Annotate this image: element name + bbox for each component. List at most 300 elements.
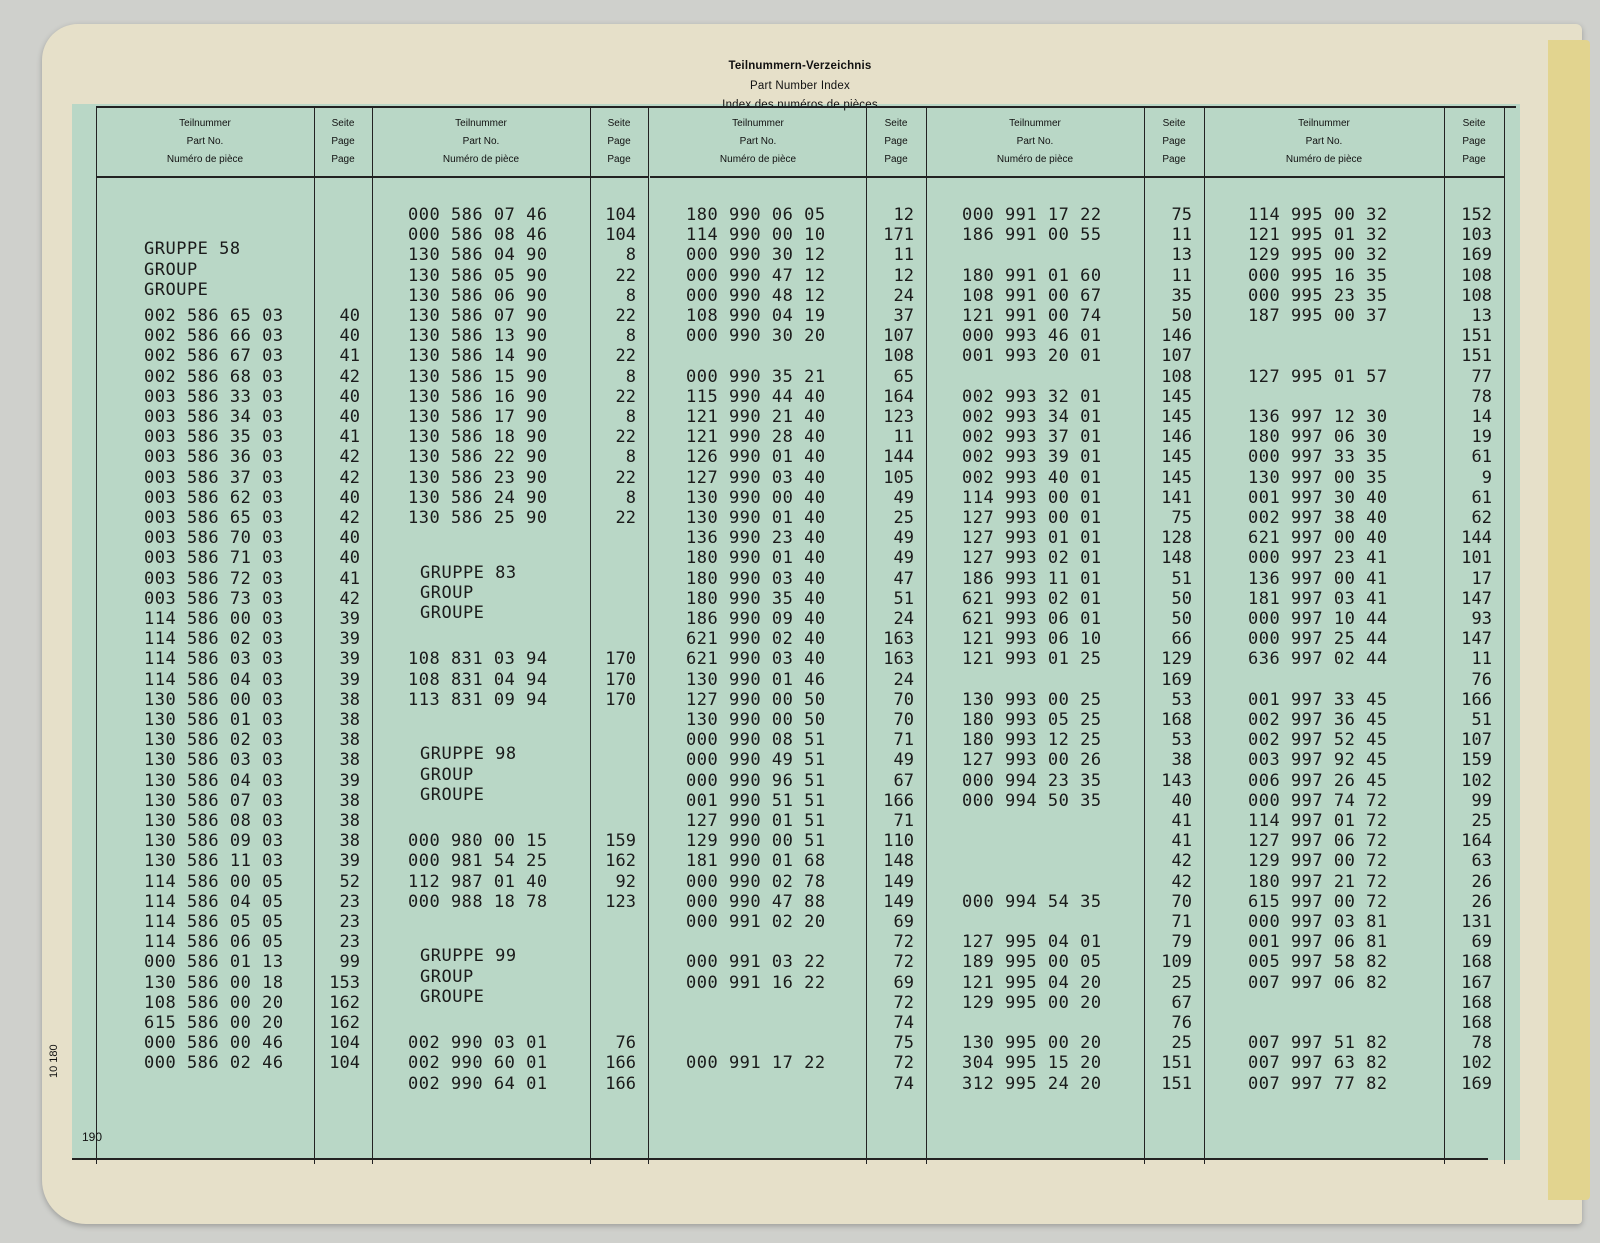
part-column-header bbox=[650, 108, 866, 178]
part-number: 000 997 74 72 bbox=[1248, 790, 1388, 811]
header-part-fr: Numéro de pièce bbox=[442, 154, 520, 165]
header-page-fr: Page bbox=[1162, 154, 1186, 165]
part-number: 136 997 00 41 bbox=[1248, 568, 1388, 589]
part-number: 007 997 06 82 bbox=[1248, 972, 1388, 993]
part-number: 130 586 01 03 bbox=[144, 710, 284, 730]
part-number: 000 997 10 44 bbox=[1248, 609, 1388, 629]
part-number: 180 993 05 25 bbox=[962, 710, 1102, 730]
page-reference: 76 bbox=[1471, 669, 1492, 690]
page-reference: 8 bbox=[625, 285, 636, 306]
part-number: 180 990 06 05 bbox=[686, 205, 826, 225]
page-reference: 148 bbox=[883, 851, 914, 872]
page-reference: 8 bbox=[625, 245, 636, 266]
part-number: 181 990 01 68 bbox=[686, 851, 826, 872]
part-number: 000 990 35 21 bbox=[686, 366, 826, 387]
part-number: 000 980 00 15 bbox=[408, 831, 548, 852]
page-reference: 149 bbox=[883, 871, 914, 892]
header-part-en: Part No. bbox=[1305, 136, 1343, 147]
part-number: 003 586 37 03 bbox=[144, 467, 284, 488]
page-reference: 67 bbox=[1171, 992, 1192, 1013]
page-reference: 103 bbox=[1461, 225, 1492, 246]
page-reference: 42 bbox=[1171, 871, 1192, 892]
part-number: 007 997 63 82 bbox=[1248, 1053, 1388, 1074]
part-number: 000 990 96 51 bbox=[686, 770, 826, 791]
page-reference: 78 bbox=[1471, 1033, 1492, 1054]
page-reference: 61 bbox=[1471, 487, 1492, 508]
part-number: 130 586 17 90 bbox=[408, 407, 548, 427]
part-number: 127 990 03 40 bbox=[686, 467, 826, 488]
page-reference: 152 bbox=[1461, 205, 1492, 225]
part-number: 130 995 00 20 bbox=[962, 1033, 1102, 1054]
column-divider bbox=[1204, 108, 1205, 1164]
part-number: 180 993 12 25 bbox=[962, 730, 1102, 751]
column-divider bbox=[372, 108, 373, 1164]
part-number: 129 997 00 72 bbox=[1248, 851, 1388, 872]
part-number: 181 997 03 41 bbox=[1248, 588, 1388, 609]
header-page-fr: Page bbox=[331, 154, 355, 165]
page-reference: 23 bbox=[339, 891, 360, 912]
page-reference: 25 bbox=[1171, 972, 1192, 993]
page-reference: 170 bbox=[605, 669, 636, 690]
page-reference: 35 bbox=[1171, 285, 1192, 306]
part-number: 130 586 00 18 bbox=[144, 972, 284, 993]
part-number: 130 586 00 03 bbox=[144, 689, 284, 710]
part-number: 108 831 03 94 bbox=[408, 649, 548, 670]
part-number: 003 997 92 45 bbox=[1248, 750, 1388, 771]
page-reference: 151 bbox=[1461, 326, 1492, 347]
page-reference: 71 bbox=[893, 730, 914, 751]
part-number: 115 990 44 40 bbox=[686, 386, 826, 407]
page-reference: 151 bbox=[1461, 346, 1492, 367]
page-column-header bbox=[1144, 108, 1204, 178]
page-reference: 108 bbox=[883, 346, 914, 367]
part-number: 186 990 09 40 bbox=[686, 609, 826, 629]
group-label: GROUP bbox=[420, 582, 474, 603]
part-number: 114 995 00 32 bbox=[1248, 205, 1388, 225]
part-number: 130 586 04 03 bbox=[144, 770, 284, 791]
page-reference: 24 bbox=[893, 609, 914, 629]
page-reference: 51 bbox=[893, 588, 914, 609]
part-number: 130 586 16 90 bbox=[408, 386, 548, 407]
folio-number: 190 bbox=[82, 1130, 103, 1144]
page-reference: 145 bbox=[1161, 467, 1192, 488]
page-reference: 72 bbox=[893, 992, 914, 1013]
page-reference: 163 bbox=[883, 649, 914, 670]
part-number: 108 831 04 94 bbox=[408, 669, 548, 690]
part-number: 000 586 08 46 bbox=[408, 225, 548, 246]
part-number: 130 990 00 50 bbox=[686, 710, 826, 730]
part-number: 114 990 00 10 bbox=[686, 225, 826, 246]
page-reference: 37 bbox=[893, 306, 914, 326]
header-page-de: Seite bbox=[331, 118, 355, 129]
part-number: 114 993 00 01 bbox=[962, 487, 1102, 508]
part-number: 127 997 06 72 bbox=[1248, 831, 1388, 852]
page-reference: 147 bbox=[1461, 629, 1492, 650]
part-number: 002 997 36 45 bbox=[1248, 710, 1388, 730]
page-reference: 39 bbox=[339, 649, 360, 670]
header-part-fr: Numéro de pièce bbox=[166, 154, 244, 165]
part-number: 180 997 06 30 bbox=[1248, 427, 1388, 448]
page-reference: 107 bbox=[1461, 730, 1492, 751]
page-reference: 12 bbox=[893, 205, 914, 225]
page-reference: 145 bbox=[1161, 447, 1192, 468]
page-reference: 22 bbox=[615, 346, 636, 367]
part-number: 121 993 06 10 bbox=[962, 629, 1102, 650]
page-reference: 169 bbox=[1161, 669, 1192, 690]
page-reference: 164 bbox=[1461, 831, 1492, 852]
page-reference: 39 bbox=[339, 609, 360, 629]
page-reference: 75 bbox=[1171, 205, 1192, 225]
page-reference: 69 bbox=[893, 972, 914, 993]
part-number: 002 990 03 01 bbox=[408, 1033, 548, 1054]
part-number: 180 990 01 40 bbox=[686, 548, 826, 569]
part-number: 621 997 00 40 bbox=[1248, 528, 1388, 549]
page-reference: 141 bbox=[1161, 487, 1192, 508]
page-reference: 42 bbox=[339, 447, 360, 468]
part-number: 114 586 03 03 bbox=[144, 649, 284, 670]
page-reference: 70 bbox=[893, 689, 914, 710]
header-page-en: Page bbox=[331, 136, 355, 147]
page-reference: 53 bbox=[1171, 730, 1192, 751]
page-reference: 162 bbox=[329, 1013, 360, 1033]
part-number: 000 991 17 22 bbox=[686, 1053, 826, 1074]
page-reference: 41 bbox=[339, 346, 360, 367]
page-reference: 26 bbox=[1471, 891, 1492, 912]
part-number: 121 991 00 74 bbox=[962, 306, 1102, 326]
part-number: 000 997 33 35 bbox=[1248, 447, 1388, 468]
page-reference: 72 bbox=[893, 932, 914, 953]
page-reference: 110 bbox=[883, 831, 914, 852]
page-reference: 76 bbox=[615, 1033, 636, 1054]
group-label: GROUPE bbox=[420, 603, 485, 623]
page-reference: 40 bbox=[339, 306, 360, 326]
part-number: 007 997 51 82 bbox=[1248, 1033, 1388, 1054]
page-reference: 41 bbox=[1171, 831, 1192, 852]
part-number: 114 586 04 03 bbox=[144, 669, 284, 690]
part-number: 001 997 33 45 bbox=[1248, 689, 1388, 710]
page-reference: 51 bbox=[1471, 710, 1492, 730]
part-number: 621 993 02 01 bbox=[962, 588, 1102, 609]
page-reference: 40 bbox=[339, 326, 360, 347]
header-part-de: Teilnummer bbox=[732, 118, 784, 129]
part-number: 000 990 30 20 bbox=[686, 326, 826, 347]
part-number: 180 997 21 72 bbox=[1248, 871, 1388, 892]
page-reference: 47 bbox=[893, 568, 914, 589]
page-reference: 50 bbox=[1171, 588, 1192, 609]
page-reference: 123 bbox=[883, 407, 914, 427]
part-number: 130 586 07 03 bbox=[144, 790, 284, 811]
header-part-fr: Numéro de pièce bbox=[719, 154, 797, 165]
page-reference: 146 bbox=[1161, 427, 1192, 448]
page-reference: 38 bbox=[339, 790, 360, 811]
part-number: 130 586 14 90 bbox=[408, 346, 548, 367]
page-reference: 50 bbox=[1171, 306, 1192, 326]
part-number: 129 995 00 32 bbox=[1248, 245, 1388, 266]
part-number: 180 990 03 40 bbox=[686, 568, 826, 589]
header-part-de: Teilnummer bbox=[1009, 118, 1061, 129]
part-number: 000 994 23 35 bbox=[962, 770, 1102, 791]
part-number: 000 995 16 35 bbox=[1248, 265, 1388, 286]
part-number: 003 586 33 03 bbox=[144, 386, 284, 407]
page-reference: 74 bbox=[893, 1073, 914, 1094]
page-reference: 12 bbox=[893, 265, 914, 286]
part-number: 130 586 25 90 bbox=[408, 508, 548, 528]
part-number: 000 995 23 35 bbox=[1248, 285, 1388, 306]
title-de: Teilnummern-Verzeichnis bbox=[728, 60, 872, 72]
part-number: 130 990 01 46 bbox=[686, 669, 826, 690]
part-number: 136 997 12 30 bbox=[1248, 407, 1388, 427]
page-column-header bbox=[590, 108, 648, 178]
page-reference: 166 bbox=[883, 790, 914, 811]
page-reference: 75 bbox=[1171, 508, 1192, 528]
page-reference: 40 bbox=[339, 548, 360, 569]
header-part-en: Part No. bbox=[1016, 136, 1054, 147]
page-reference: 42 bbox=[339, 508, 360, 528]
page-reference: 22 bbox=[615, 508, 636, 528]
part-number: 002 586 67 03 bbox=[144, 346, 284, 367]
title-fr: Index des numéros de pièces bbox=[722, 99, 878, 111]
part-number: 189 995 00 05 bbox=[962, 952, 1102, 973]
part-number: 114 586 02 03 bbox=[144, 629, 284, 650]
part-number: 180 991 01 60 bbox=[962, 265, 1102, 286]
part-number: 002 990 64 01 bbox=[408, 1073, 548, 1094]
page-reference: 8 bbox=[625, 366, 636, 387]
column-divider bbox=[926, 108, 927, 1164]
part-number: 005 997 58 82 bbox=[1248, 952, 1388, 973]
header-page-de: Seite bbox=[884, 118, 908, 129]
part-number: 130 586 08 03 bbox=[144, 811, 284, 831]
part-number: 130 993 00 25 bbox=[962, 689, 1102, 710]
part-number: 130 586 06 90 bbox=[408, 285, 548, 306]
page-reference: 168 bbox=[1461, 1013, 1492, 1033]
header-page-en: Page bbox=[1462, 136, 1486, 147]
header-page-fr: Page bbox=[607, 154, 631, 165]
part-number: 002 993 37 01 bbox=[962, 427, 1102, 448]
page-reference: 24 bbox=[893, 285, 914, 306]
part-number: 130 586 22 90 bbox=[408, 447, 548, 468]
page-reference: 145 bbox=[1161, 407, 1192, 427]
header-part-de: Teilnummer bbox=[1298, 118, 1350, 129]
part-number: 002 586 66 03 bbox=[144, 326, 284, 347]
page-reference: 170 bbox=[605, 649, 636, 670]
part-number: 130 990 01 40 bbox=[686, 508, 826, 528]
page-reference: 51 bbox=[1171, 568, 1192, 589]
page-reference: 153 bbox=[329, 972, 360, 993]
page-reference: 131 bbox=[1461, 912, 1492, 932]
part-number: 003 586 72 03 bbox=[144, 568, 284, 589]
part-number: 312 995 24 20 bbox=[962, 1073, 1102, 1094]
group-label: GROUP bbox=[420, 966, 474, 987]
page-reference: 166 bbox=[605, 1073, 636, 1094]
part-number: 114 586 04 05 bbox=[144, 891, 284, 912]
part-number: 126 990 01 40 bbox=[686, 447, 826, 468]
page-reference: 146 bbox=[1161, 326, 1192, 347]
part-number: 001 997 30 40 bbox=[1248, 487, 1388, 508]
part-number: 127 995 01 57 bbox=[1248, 366, 1388, 387]
page-reference: 49 bbox=[893, 548, 914, 569]
page-reference: 38 bbox=[339, 689, 360, 710]
page-reference: 65 bbox=[893, 366, 914, 387]
part-number: 002 997 38 40 bbox=[1248, 508, 1388, 528]
part-number: 000 993 46 01 bbox=[962, 326, 1102, 347]
part-number: 003 586 70 03 bbox=[144, 528, 284, 549]
column-divider bbox=[1504, 108, 1505, 1164]
part-number: 000 990 30 12 bbox=[686, 245, 826, 266]
page-reference: 40 bbox=[339, 487, 360, 508]
page-reference: 13 bbox=[1471, 306, 1492, 326]
part-number: 002 586 65 03 bbox=[144, 306, 284, 326]
page-reference: 79 bbox=[1171, 932, 1192, 953]
page-reference: 166 bbox=[605, 1053, 636, 1074]
part-number: 002 586 68 03 bbox=[144, 366, 284, 387]
part-number: 000 990 08 51 bbox=[686, 730, 826, 751]
header-page-de: Seite bbox=[1462, 118, 1486, 129]
page-reference: 11 bbox=[1471, 649, 1492, 670]
part-number: 130 586 03 03 bbox=[144, 750, 284, 771]
page-reference: 26 bbox=[1471, 871, 1492, 892]
page-reference: 77 bbox=[1471, 366, 1492, 387]
header-part-en: Part No. bbox=[186, 136, 224, 147]
page-reference: 108 bbox=[1461, 285, 1492, 306]
page-reference: 38 bbox=[339, 831, 360, 852]
part-number: 006 997 26 45 bbox=[1248, 770, 1388, 791]
page-reference: 107 bbox=[883, 326, 914, 347]
page-reference: 8 bbox=[625, 447, 636, 468]
page-reference: 39 bbox=[339, 629, 360, 650]
header-part-de: Teilnummer bbox=[179, 118, 231, 129]
group-label: GROUPE bbox=[420, 986, 485, 1007]
page-reference: 42 bbox=[339, 467, 360, 488]
page-reference: 159 bbox=[605, 831, 636, 852]
part-number: 001 993 20 01 bbox=[962, 346, 1102, 367]
page-reference: 50 bbox=[1171, 609, 1192, 629]
page-reference: 148 bbox=[1161, 548, 1192, 569]
header-part-en: Part No. bbox=[462, 136, 500, 147]
page-reference: 38 bbox=[1171, 750, 1192, 771]
part-number: 127 993 01 01 bbox=[962, 528, 1102, 549]
page-reference: 11 bbox=[1171, 225, 1192, 246]
part-number: 003 586 62 03 bbox=[144, 487, 284, 508]
page-reference: 162 bbox=[605, 851, 636, 872]
part-number: 121 993 01 25 bbox=[962, 649, 1102, 670]
page-reference: 22 bbox=[615, 386, 636, 407]
page-reference: 102 bbox=[1461, 770, 1492, 791]
header-page-de: Seite bbox=[607, 118, 631, 129]
page-reference: 8 bbox=[625, 407, 636, 427]
part-number: 127 993 02 01 bbox=[962, 548, 1102, 569]
part-number: 130 586 13 90 bbox=[408, 326, 548, 347]
part-number: 130 586 18 90 bbox=[408, 427, 548, 448]
page-reference: 13 bbox=[1171, 245, 1192, 266]
part-number: 001 990 51 51 bbox=[686, 790, 826, 811]
header-part-fr: Numéro de pièce bbox=[996, 154, 1074, 165]
page-reference: 61 bbox=[1471, 447, 1492, 468]
page-reference: 151 bbox=[1161, 1073, 1192, 1094]
page-reference: 128 bbox=[1161, 528, 1192, 549]
page-reference: 167 bbox=[1461, 972, 1492, 993]
page-reference: 53 bbox=[1171, 689, 1192, 710]
part-number: 003 586 36 03 bbox=[144, 447, 284, 468]
page-reference: 39 bbox=[339, 669, 360, 690]
part-number: 108 586 00 20 bbox=[144, 992, 284, 1013]
page-reference: 102 bbox=[1461, 1053, 1492, 1074]
page-reference: 104 bbox=[329, 1053, 360, 1074]
part-number: 002 990 60 01 bbox=[408, 1053, 548, 1074]
group-label: GRUPPE 99 bbox=[420, 946, 517, 967]
page-reference: 11 bbox=[1171, 265, 1192, 286]
part-number: 615 586 00 20 bbox=[144, 1013, 284, 1033]
page-reference: 78 bbox=[1471, 386, 1492, 407]
part-number: 121 990 28 40 bbox=[686, 427, 826, 448]
page-reference: 145 bbox=[1161, 386, 1192, 407]
part-number: 121 995 04 20 bbox=[962, 972, 1102, 993]
part-column-header bbox=[372, 108, 590, 178]
part-number: 114 586 06 05 bbox=[144, 932, 284, 953]
column-divider bbox=[96, 108, 97, 1164]
part-number: 114 586 05 05 bbox=[144, 912, 284, 932]
page-reference: 101 bbox=[1461, 548, 1492, 569]
page-reference: 66 bbox=[1171, 629, 1192, 650]
page-reference: 14 bbox=[1471, 407, 1492, 427]
page-reference: 38 bbox=[339, 710, 360, 730]
page-reference: 25 bbox=[1171, 1033, 1192, 1054]
part-number: 000 586 01 13 bbox=[144, 952, 284, 973]
part-number: 130 586 05 90 bbox=[408, 265, 548, 286]
part-number: 621 990 03 40 bbox=[686, 649, 826, 670]
page-reference: 109 bbox=[1161, 952, 1192, 973]
page-reference: 169 bbox=[1461, 245, 1492, 266]
part-number: 129 990 00 51 bbox=[686, 831, 826, 852]
part-number: 130 586 11 03 bbox=[144, 851, 284, 872]
part-number: 127 990 01 51 bbox=[686, 811, 826, 831]
page-reference: 23 bbox=[339, 912, 360, 932]
part-number: 000 997 03 81 bbox=[1248, 912, 1388, 932]
part-number: 000 990 47 88 bbox=[686, 891, 826, 912]
page-reference: 108 bbox=[1161, 366, 1192, 387]
part-number: 000 997 25 44 bbox=[1248, 629, 1388, 650]
page-reference: 107 bbox=[1161, 346, 1192, 367]
page-reference: 62 bbox=[1471, 508, 1492, 528]
part-column-header bbox=[1204, 108, 1444, 178]
page-reference: 171 bbox=[883, 225, 914, 246]
page-reference: 25 bbox=[1471, 811, 1492, 831]
page-reference: 11 bbox=[893, 427, 914, 448]
page-column-header bbox=[314, 108, 372, 178]
page-reference: 169 bbox=[1461, 1073, 1492, 1094]
page-reference: 168 bbox=[1461, 992, 1492, 1013]
header-page-en: Page bbox=[1162, 136, 1186, 147]
part-number: 001 997 06 81 bbox=[1248, 932, 1388, 953]
page-reference: 170 bbox=[605, 689, 636, 710]
part-number: 003 586 71 03 bbox=[144, 548, 284, 569]
page-reference: 164 bbox=[883, 386, 914, 407]
page-reference: 52 bbox=[339, 871, 360, 892]
part-number: 000 991 03 22 bbox=[686, 952, 826, 973]
part-number: 621 990 02 40 bbox=[686, 629, 826, 650]
part-number: 000 990 02 78 bbox=[686, 871, 826, 892]
part-number: 003 586 73 03 bbox=[144, 588, 284, 609]
page-reference: 99 bbox=[339, 952, 360, 973]
page-reference: 49 bbox=[893, 487, 914, 508]
header-page-fr: Page bbox=[884, 154, 908, 165]
part-number: 127 990 00 50 bbox=[686, 689, 826, 710]
page-reference: 38 bbox=[339, 750, 360, 771]
page-reference: 17 bbox=[1471, 568, 1492, 589]
page-reference: 41 bbox=[1171, 811, 1192, 831]
part-number: 130 997 00 35 bbox=[1248, 467, 1388, 488]
part-number: 002 993 39 01 bbox=[962, 447, 1102, 468]
page-reference: 159 bbox=[1461, 750, 1492, 771]
